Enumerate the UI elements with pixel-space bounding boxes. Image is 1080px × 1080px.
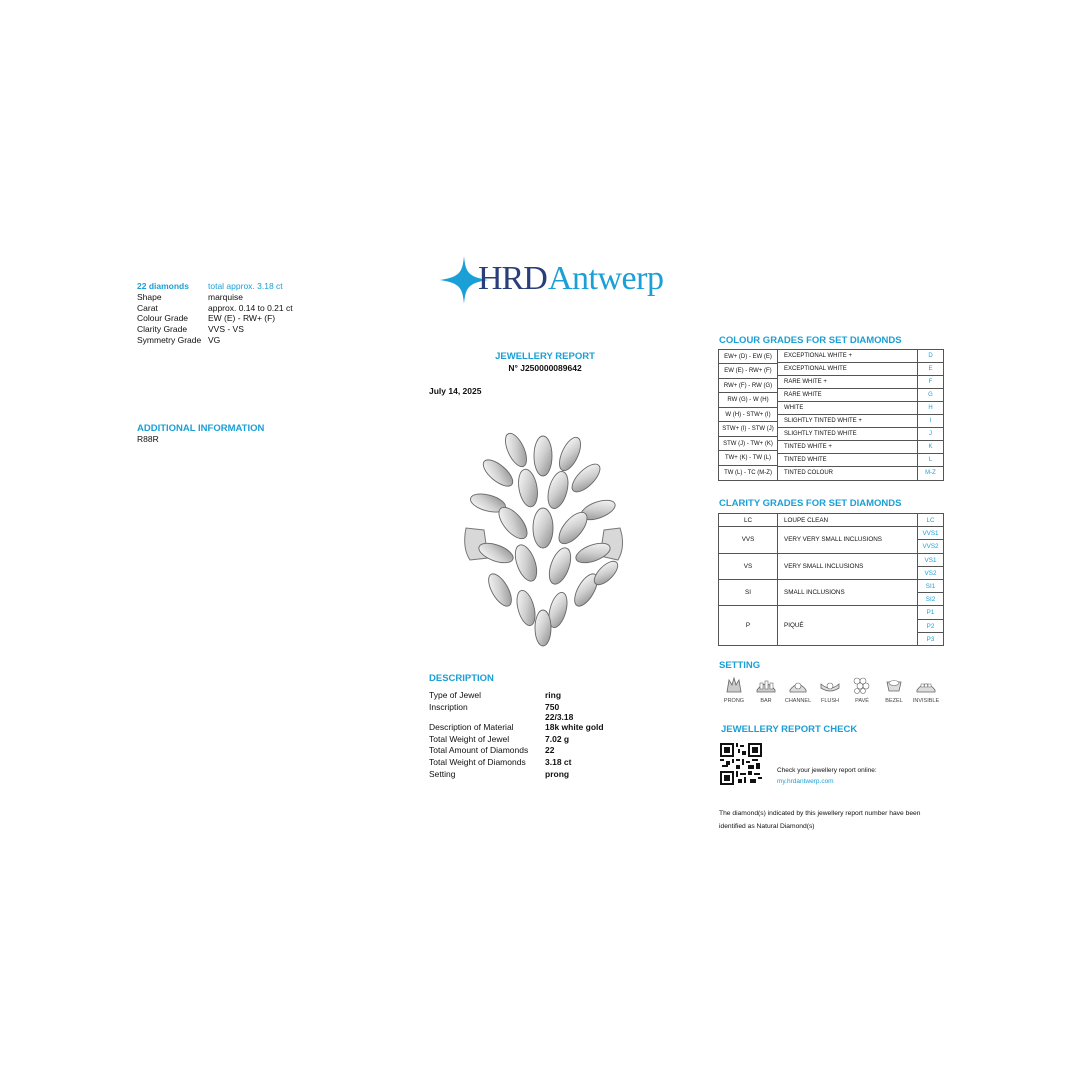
colour-grade-cell: I [918,415,943,428]
setting-prong: PRONG [718,676,750,704]
colour-grade-cell: L [918,454,943,467]
summary-row: Shape marquise [137,291,243,302]
description-title: DESCRIPTION [429,673,494,684]
colour-middle-column [777,349,918,481]
description-row: Total Weight of Diamonds 3.18 ct [429,757,572,768]
clarity-grade-cell: VVS1 [917,526,944,540]
prong-setting-icon [724,676,744,694]
colour-name-cell: WHITE [778,402,917,415]
clarity-code-cell: VVS [718,526,778,553]
clarity-grade-cell: VS1 [917,553,944,567]
clarity-name-cell: PIQUÉ [777,605,918,646]
setting-invisible: INVISIBLE [910,676,942,704]
colour-name-cell: SLIGHTLY TINTED WHITE + [778,415,917,428]
description-row: 22/3.18 [545,711,574,722]
clarity-code-cell: P [718,605,778,646]
check-link[interactable]: my.hrdantwerp.com [777,778,834,785]
bezel-setting-icon [884,676,904,694]
report-title-text: JEWELLERY REPORT [495,351,595,362]
clarity-grade-cell: P3 [917,632,944,646]
report-date: July 14, 2025 [429,386,482,396]
colour-left-column [719,350,777,480]
colour-table-title: COLOUR GRADES FOR SET DIAMONDS [719,335,902,346]
setting-bar: BAR [750,676,782,704]
clarity-grade-cell: VVS2 [917,539,944,553]
clarity-table-title: CLARITY GRADES FOR SET DIAMONDS [719,498,902,509]
colour-grade-cell: H [918,402,943,415]
colour-range-cell: STW (J) - TW+ (K) [719,437,777,451]
clarity-code-cell: LC [718,513,778,527]
colour-name-cell: SLIGHTLY TINTED WHITE [778,428,917,441]
colour-name-cell: EXCEPTIONAL WHITE + [778,350,917,363]
colour-grade-cell: F [918,376,943,389]
setting-bezel: BEZEL [878,676,910,704]
report-title [455,351,635,375]
setting-pave: PAVÉ [846,676,878,704]
qr-code[interactable] [720,743,762,785]
total-carat: total approx. 3.18 ct [208,281,283,291]
check-instruction: Check your jewellery report online: [777,767,877,774]
description-row: Total Weight of Jewel 7.02 g [429,733,570,744]
qr-code-icon [720,743,762,785]
colour-grade-cell: G [918,389,943,402]
summary-row: Carat approx. 0.14 to 0.21 ct [137,302,293,313]
setting-channel: CHANNEL [782,676,814,704]
clarity-grade-table [718,513,944,645]
additional-title: ADDITIONAL INFORMATION [137,423,265,434]
ring-photo [458,428,628,650]
natural-diamond-note: The diamond(s) indicated by this jewellery report number have been identified as Natural Diamond(s) [719,810,921,830]
clarity-code-cell: SI [718,579,778,606]
description-row: Inscription 750 [429,701,560,712]
colour-range-cell: RW (G) - W (H) [719,393,777,407]
report-number: N° J250000089642 [508,363,582,373]
clarity-grade-cell: VS2 [917,566,944,580]
colour-range-cell: EW (E) - RW+ (F) [719,364,777,378]
setting-icons [718,676,942,704]
additional-information [137,423,264,445]
channel-setting-icon [788,676,808,694]
flush-setting-icon [820,676,840,694]
clarity-grade-cell: SI1 [917,579,944,593]
diamond-count: 22 diamonds [137,281,189,291]
colour-name-cell: RARE WHITE [778,389,917,402]
clarity-name-cell: VERY SMALL INCLUSIONS [777,553,918,580]
summary-header [137,281,337,292]
clarity-name-cell: VERY VERY SMALL INCLUSIONS [777,526,918,553]
colour-name-cell: TINTED WHITE [778,454,917,467]
colour-name-cell: EXCEPTIONAL WHITE [778,363,917,376]
colour-grade-cell: D [918,350,943,363]
diamond-summary [137,281,337,346]
description-row: Description of Material 18k white gold [429,721,604,732]
colour-grade-cell: E [918,363,943,376]
summary-row: Colour Grade EW (E) - RW+ (F) [137,313,276,324]
colour-range-cell: RW+ (F) - RW (G) [719,379,777,393]
colour-range-cell: TW+ (K) - TW (L) [719,451,777,465]
colour-range-cell: EW+ (D) - EW (E) [719,350,777,364]
description-row: Setting prong [429,768,570,779]
summary-row: Clarity Grade VVS - VS [137,324,244,335]
clarity-grade-cell: SI2 [917,592,944,606]
colour-grade-cell: K [918,441,943,454]
brand-logo [440,254,670,304]
colour-range-cell: STW+ (I) - STW (J) [719,422,777,436]
colour-grade-cell: M-Z [925,470,936,476]
clarity-code-cell: VS [718,553,778,580]
clarity-grade-cell: P1 [917,605,944,619]
description-row: Type of Jewel ring [429,690,562,700]
colour-range-cell: TW (L) - TC (M-Z) [724,469,772,476]
colour-grade-table [718,349,944,481]
clarity-name-cell: LOUPE CLEAN [777,513,918,527]
invisible-setting-icon [916,676,936,694]
clarity-grade-cell: P2 [917,619,944,633]
clarity-name-cell: SMALL INCLUSIONS [777,579,918,606]
bar-setting-icon [756,676,776,694]
pave-setting-icon [852,676,872,694]
additional-value: R88R [137,434,159,444]
colour-grade-column [917,349,944,481]
colour-range-cell: W (H) - STW+ (I) [719,408,777,422]
report-check-title: JEWELLERY REPORT CHECK [721,724,858,735]
brand-name-antwerp: Antwerp [548,260,664,297]
colour-grade-cell: J [918,428,943,441]
description-section [429,673,649,781]
description-row: Total Amount of Diamonds 22 [429,745,555,756]
brand-name-hrd: HRD [478,260,547,297]
report-check-text [777,765,877,787]
summary-row: Symmetry Grade VG [137,334,221,345]
clarity-grade-cell: LC [917,513,944,527]
colour-name-cell: TINTED COLOUR [784,470,834,476]
setting-title: SETTING [719,660,761,671]
colour-name-cell: TINTED WHITE + [778,441,917,454]
colour-name-cell: RARE WHITE + [778,376,917,389]
setting-flush: FLUSH [814,676,846,704]
